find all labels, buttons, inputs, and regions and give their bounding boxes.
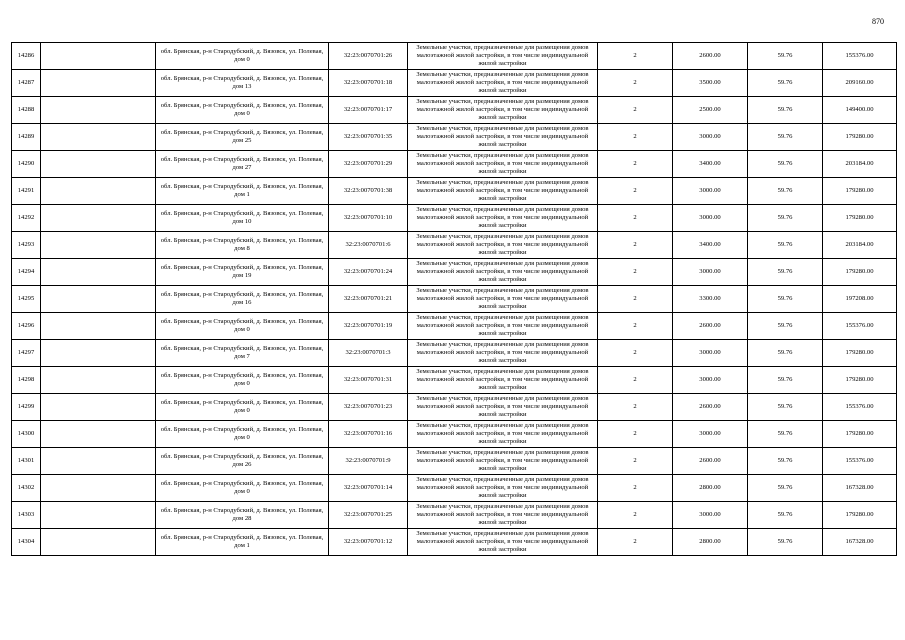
rate-cell: 59.76	[748, 529, 823, 556]
cadastral-number-cell: 32:23:0070701:38	[329, 178, 408, 205]
cadastral-value-cell: 167328.00	[823, 529, 897, 556]
rate-cell: 59.76	[748, 394, 823, 421]
area-cell: 3400.00	[673, 151, 748, 178]
table-row	[12, 340, 897, 367]
blank-cell	[41, 97, 156, 124]
rate-cell: 59.76	[748, 340, 823, 367]
cadastral-value-cell: 179280.00	[823, 367, 897, 394]
cadastral-number-cell: 32:23:0070701:16	[329, 421, 408, 448]
blank-cell	[41, 232, 156, 259]
row-number: 14304	[12, 529, 41, 556]
cadastral-value-cell: 179280.00	[823, 124, 897, 151]
rate-cell: 59.76	[748, 475, 823, 502]
land-use-cell: Земельные участки, предназначенные для размещения домов малоэтажной жилой застройки, в том числе индивидуальной жилой застройки	[408, 205, 598, 232]
cadastral-value-cell: 179280.00	[823, 178, 897, 205]
land-use-cell: Земельные участки, предназначенные для размещения домов малоэтажной жилой застройки, в том числе индивидуальной жилой застройки	[408, 448, 598, 475]
address-cell: обл. Брянская, р-н Стародубский, д. Вязовск, ул. Полевая, дом 0	[156, 475, 329, 502]
cadastral-number-cell: 32:23:0070701:35	[329, 124, 408, 151]
area-cell: 3000.00	[673, 340, 748, 367]
address-cell: обл. Брянская, р-н Стародубский, д. Вязовск, ул. Полевая, дом 1	[156, 178, 329, 205]
land-use-cell: Земельные участки, предназначенные для размещения домов малоэтажной жилой застройки, в том числе индивидуальной жилой застройки	[408, 43, 598, 70]
land-use-cell: Земельные участки, предназначенные для размещения домов малоэтажной жилой застройки, в том числе индивидуальной жилой застройки	[408, 313, 598, 340]
group-cell: 2	[598, 97, 673, 124]
cadastral-number-cell: 32:23:0070701:25	[329, 502, 408, 529]
address-cell: обл. Брянская, р-н Стародубский, д. Вязовск, ул. Полевая, дом 13	[156, 70, 329, 97]
table-row	[12, 394, 897, 421]
group-cell: 2	[598, 367, 673, 394]
land-use-cell: Земельные участки, предназначенные для размещения домов малоэтажной жилой застройки, в том числе индивидуальной жилой застройки	[408, 286, 598, 313]
row-number: 14299	[12, 394, 41, 421]
blank-cell	[41, 340, 156, 367]
rate-cell: 59.76	[748, 421, 823, 448]
group-cell: 2	[598, 421, 673, 448]
group-cell: 2	[598, 475, 673, 502]
blank-cell	[41, 313, 156, 340]
group-cell: 2	[598, 529, 673, 556]
area-cell: 2600.00	[673, 394, 748, 421]
row-number: 14298	[12, 367, 41, 394]
land-use-cell: Земельные участки, предназначенные для размещения домов малоэтажной жилой застройки, в том числе индивидуальной жилой застройки	[408, 178, 598, 205]
blank-cell	[41, 43, 156, 70]
cadastral-value-cell: 203184.00	[823, 151, 897, 178]
rate-cell: 59.76	[748, 232, 823, 259]
cadastral-value-cell: 155376.00	[823, 313, 897, 340]
table-row	[12, 448, 897, 475]
table-row	[12, 232, 897, 259]
rate-cell: 59.76	[748, 151, 823, 178]
row-number: 14302	[12, 475, 41, 502]
land-use-cell: Земельные участки, предназначенные для размещения домов малоэтажной жилой застройки, в том числе индивидуальной жилой застройки	[408, 151, 598, 178]
table-row	[12, 70, 897, 97]
group-cell: 2	[598, 70, 673, 97]
row-number: 14301	[12, 448, 41, 475]
group-cell: 2	[598, 313, 673, 340]
table-row	[12, 151, 897, 178]
blank-cell	[41, 367, 156, 394]
cadastral-number-cell: 32:23:0070701:31	[329, 367, 408, 394]
table-row	[12, 205, 897, 232]
row-number: 14293	[12, 232, 41, 259]
cadastral-value-cell: 179280.00	[823, 502, 897, 529]
address-cell: обл. Брянская, р-н Стародубский, д. Вязовск, ул. Полевая, дом 0	[156, 367, 329, 394]
table-row	[12, 178, 897, 205]
rate-cell: 59.76	[748, 367, 823, 394]
cadastral-value-cell: 155376.00	[823, 43, 897, 70]
blank-cell	[41, 151, 156, 178]
row-number: 14287	[12, 70, 41, 97]
cadastral-value-cell: 179280.00	[823, 340, 897, 367]
row-number: 14303	[12, 502, 41, 529]
address-cell: обл. Брянская, р-н Стародубский, д. Вязовск, ул. Полевая, дом 25	[156, 124, 329, 151]
table-row	[12, 529, 897, 556]
land-use-cell: Земельные участки, предназначенные для размещения домов малоэтажной жилой застройки, в том числе индивидуальной жилой застройки	[408, 394, 598, 421]
cadastral-value-table	[11, 42, 897, 556]
rate-cell: 59.76	[748, 259, 823, 286]
cadastral-number-cell: 32:23:0070701:6	[329, 232, 408, 259]
table-row	[12, 286, 897, 313]
rate-cell: 59.76	[748, 448, 823, 475]
row-number: 14294	[12, 259, 41, 286]
land-use-cell: Земельные участки, предназначенные для размещения домов малоэтажной жилой застройки, в том числе индивидуальной жилой застройки	[408, 475, 598, 502]
rate-cell: 59.76	[748, 502, 823, 529]
rate-cell: 59.76	[748, 205, 823, 232]
row-number: 14297	[12, 340, 41, 367]
area-cell: 2600.00	[673, 43, 748, 70]
blank-cell	[41, 475, 156, 502]
table-row	[12, 502, 897, 529]
area-cell: 2500.00	[673, 97, 748, 124]
address-cell: обл. Брянская, р-н Стародубский, д. Вязовск, ул. Полевая, дом 7	[156, 340, 329, 367]
land-use-cell: Земельные участки, предназначенные для размещения домов малоэтажной жилой застройки, в том числе индивидуальной жилой застройки	[408, 340, 598, 367]
area-cell: 3000.00	[673, 259, 748, 286]
rate-cell: 59.76	[748, 43, 823, 70]
area-cell: 3000.00	[673, 421, 748, 448]
rate-cell: 59.76	[748, 286, 823, 313]
cadastral-number-cell: 32:23:0070701:24	[329, 259, 408, 286]
address-cell: обл. Брянская, р-н Стародубский, д. Вязовск, ул. Полевая, дом 26	[156, 448, 329, 475]
cadastral-number-cell: 32:23:0070701:23	[329, 394, 408, 421]
blank-cell	[41, 259, 156, 286]
group-cell: 2	[598, 124, 673, 151]
address-cell: обл. Брянская, р-н Стародубский, д. Вязовск, ул. Полевая, дом 0	[156, 394, 329, 421]
address-cell: обл. Брянская, р-н Стародубский, д. Вязовск, ул. Полевая, дом 10	[156, 205, 329, 232]
cadastral-number-cell: 32:23:0070701:21	[329, 286, 408, 313]
cadastral-value-cell: 155376.00	[823, 394, 897, 421]
blank-cell	[41, 70, 156, 97]
address-cell: обл. Брянская, р-н Стародубский, д. Вязовск, ул. Полевая, дом 0	[156, 97, 329, 124]
area-cell: 2600.00	[673, 448, 748, 475]
group-cell: 2	[598, 286, 673, 313]
row-number: 14291	[12, 178, 41, 205]
row-number: 14292	[12, 205, 41, 232]
address-cell: обл. Брянская, р-н Стародубский, д. Вязовск, ул. Полевая, дом 0	[156, 313, 329, 340]
blank-cell	[41, 205, 156, 232]
address-cell: обл. Брянская, р-н Стародубский, д. Вязовск, ул. Полевая, дом 1	[156, 529, 329, 556]
cadastral-value-cell: 197208.00	[823, 286, 897, 313]
blank-cell	[41, 124, 156, 151]
blank-cell	[41, 178, 156, 205]
row-number: 14296	[12, 313, 41, 340]
area-cell: 3000.00	[673, 367, 748, 394]
cadastral-value-cell: 179280.00	[823, 259, 897, 286]
rate-cell: 59.76	[748, 70, 823, 97]
table-row	[12, 421, 897, 448]
address-cell: обл. Брянская, р-н Стародубский, д. Вязовск, ул. Полевая, дом 19	[156, 259, 329, 286]
table-row	[12, 124, 897, 151]
area-cell: 2600.00	[673, 313, 748, 340]
rate-cell: 59.76	[748, 178, 823, 205]
row-number: 14300	[12, 421, 41, 448]
land-use-cell: Земельные участки, предназначенные для размещения домов малоэтажной жилой застройки, в том числе индивидуальной жилой застройки	[408, 421, 598, 448]
area-cell: 3500.00	[673, 70, 748, 97]
area-cell: 3000.00	[673, 502, 748, 529]
area-cell: 3000.00	[673, 205, 748, 232]
row-number: 14286	[12, 43, 41, 70]
group-cell: 2	[598, 232, 673, 259]
cadastral-value-cell: 155376.00	[823, 448, 897, 475]
land-use-cell: Земельные участки, предназначенные для размещения домов малоэтажной жилой застройки, в том числе индивидуальной жилой застройки	[408, 232, 598, 259]
cadastral-number-cell: 32:23:0070701:18	[329, 70, 408, 97]
address-cell: обл. Брянская, р-н Стародубский, д. Вязовск, ул. Полевая, дом 16	[156, 286, 329, 313]
rate-cell: 59.76	[748, 97, 823, 124]
land-use-cell: Земельные участки, предназначенные для размещения домов малоэтажной жилой застройки, в том числе индивидуальной жилой застройки	[408, 259, 598, 286]
rate-cell: 59.76	[748, 124, 823, 151]
area-cell: 2800.00	[673, 529, 748, 556]
address-cell: обл. Брянская, р-н Стародубский, д. Вязовск, ул. Полевая, дом 0	[156, 421, 329, 448]
table-body	[12, 43, 897, 556]
cadastral-value-cell: 179280.00	[823, 421, 897, 448]
group-cell: 2	[598, 259, 673, 286]
cadastral-number-cell: 32:23:0070701:26	[329, 43, 408, 70]
table-row	[12, 97, 897, 124]
cadastral-value-cell: 149400.00	[823, 97, 897, 124]
table-row	[12, 313, 897, 340]
area-cell: 3400.00	[673, 232, 748, 259]
cadastral-number-cell: 32:23:0070701:17	[329, 97, 408, 124]
rate-cell: 59.76	[748, 313, 823, 340]
land-use-cell: Земельные участки, предназначенные для размещения домов малоэтажной жилой застройки, в том числе индивидуальной жилой застройки	[408, 70, 598, 97]
blank-cell	[41, 394, 156, 421]
table-row	[12, 259, 897, 286]
row-number: 14288	[12, 97, 41, 124]
cadastral-number-cell: 32:23:0070701:14	[329, 475, 408, 502]
group-cell: 2	[598, 178, 673, 205]
blank-cell	[41, 448, 156, 475]
cadastral-value-cell: 209160.00	[823, 70, 897, 97]
area-cell: 3000.00	[673, 178, 748, 205]
row-number: 14295	[12, 286, 41, 313]
cadastral-number-cell: 32:23:0070701:3	[329, 340, 408, 367]
cadastral-value-cell: 203184.00	[823, 232, 897, 259]
table-row	[12, 475, 897, 502]
cadastral-number-cell: 32:23:0070701:12	[329, 529, 408, 556]
row-number: 14289	[12, 124, 41, 151]
address-cell: обл. Брянская, р-н Стародубский, д. Вязовск, ул. Полевая, дом 28	[156, 502, 329, 529]
table-row	[12, 43, 897, 70]
group-cell: 2	[598, 151, 673, 178]
land-use-cell: Земельные участки, предназначенные для размещения домов малоэтажной жилой застройки, в том числе индивидуальной жилой застройки	[408, 502, 598, 529]
cadastral-number-cell: 32:23:0070701:19	[329, 313, 408, 340]
table-row	[12, 367, 897, 394]
cadastral-number-cell: 32:23:0070701:10	[329, 205, 408, 232]
cadastral-number-cell: 32:23:0070701:9	[329, 448, 408, 475]
land-use-cell: Земельные участки, предназначенные для размещения домов малоэтажной жилой застройки, в том числе индивидуальной жилой застройки	[408, 124, 598, 151]
group-cell: 2	[598, 448, 673, 475]
cadastral-value-cell: 167328.00	[823, 475, 897, 502]
land-use-cell: Земельные участки, предназначенные для размещения домов малоэтажной жилой застройки, в том числе индивидуальной жилой застройки	[408, 367, 598, 394]
page-number: 870	[872, 17, 884, 26]
address-cell: обл. Брянская, р-н Стародубский, д. Вязовск, ул. Полевая, дом 8	[156, 232, 329, 259]
group-cell: 2	[598, 43, 673, 70]
cadastral-number-cell: 32:23:0070701:29	[329, 151, 408, 178]
blank-cell	[41, 421, 156, 448]
group-cell: 2	[598, 394, 673, 421]
group-cell: 2	[598, 502, 673, 529]
area-cell: 3000.00	[673, 124, 748, 151]
address-cell: обл. Брянская, р-н Стародубский, д. Вязовск, ул. Полевая, дом 27	[156, 151, 329, 178]
area-cell: 2800.00	[673, 475, 748, 502]
row-number: 14290	[12, 151, 41, 178]
land-use-cell: Земельные участки, предназначенные для размещения домов малоэтажной жилой застройки, в том числе индивидуальной жилой застройки	[408, 97, 598, 124]
address-cell: обл. Брянская, р-н Стародубский, д. Вязовск, ул. Полевая, дом 0	[156, 43, 329, 70]
land-use-cell: Земельные участки, предназначенные для размещения домов малоэтажной жилой застройки, в том числе индивидуальной жилой застройки	[408, 529, 598, 556]
blank-cell	[41, 502, 156, 529]
cadastral-value-cell: 179280.00	[823, 205, 897, 232]
blank-cell	[41, 286, 156, 313]
area-cell: 3300.00	[673, 286, 748, 313]
group-cell: 2	[598, 205, 673, 232]
blank-cell	[41, 529, 156, 556]
group-cell: 2	[598, 340, 673, 367]
